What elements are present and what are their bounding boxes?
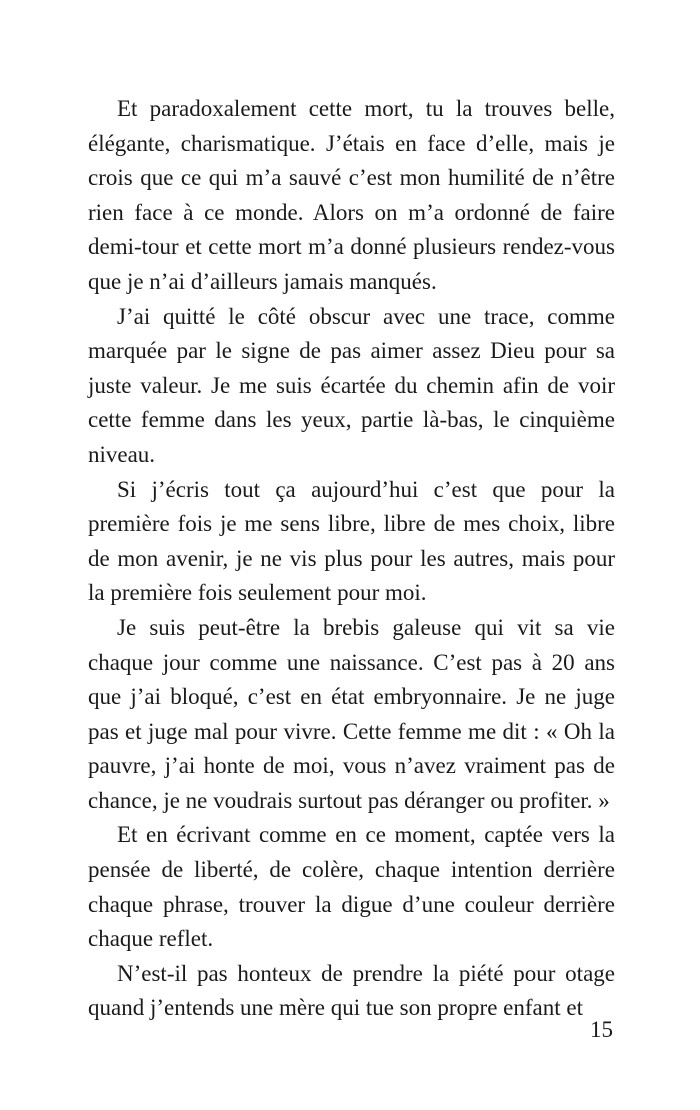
paragraph: Et en écrivant comme en ce moment, captée vers la pensée de liberté, de colère, chaque intention derrière chaque phrase, trouver la digue d’une couleur derrière chaque reflet.	[88, 822, 615, 952]
page-number: 15	[590, 1017, 613, 1042]
paragraph: Si j’écris tout ça aujourd’hui c’est que pour la première fois je me sens libre, libre de mes choix, libre de mon avenir, je ne vis plus pour les autres, mais pour la première fois seulement pour moi.	[88, 476, 615, 606]
paragraph: Et paradoxalement cette mort, tu la trouves belle, élégante, charismatique. J’étais en face d’elle, mais je crois que ce qui m’a sauvé c’est mon humilité de n’être rien face à ce monde. Alors on m’a ordonné de faire demi-tour et cette mort m’a donné plusieurs rendez-vous que je n’ai d’ailleurs jamais manqués.	[88, 96, 615, 294]
paragraph: Je suis peut-être la brebis galeuse qui vit sa vie chaque jour comme une naissance. C’est pas à 20 ans que j’ai bloqué, c’est en état embryonnaire. Je ne juge pas et juge mal pour vivre. Cette femme me dit : « Oh la pauvre, j’ai honte de moi, vous n’avez vraiment pas de chance, je ne voudrais surtout pas déranger ou profiter. »	[88, 614, 615, 813]
paragraph: J’ai quitté le côté obscur avec une trace, comme marquée par le signe de pas aimer assez Dieu pour sa juste valeur. Je me suis écartée du chemin afin de voir cette femme dans les yeux, partie là-bas, le cinquième niveau.	[88, 303, 615, 467]
page-body	[88, 92, 615, 1026]
paragraph: N’est-il pas honteux de prendre la piété pour otage quand j’entends une mère qui tue son propre enfant et	[88, 960, 615, 1021]
